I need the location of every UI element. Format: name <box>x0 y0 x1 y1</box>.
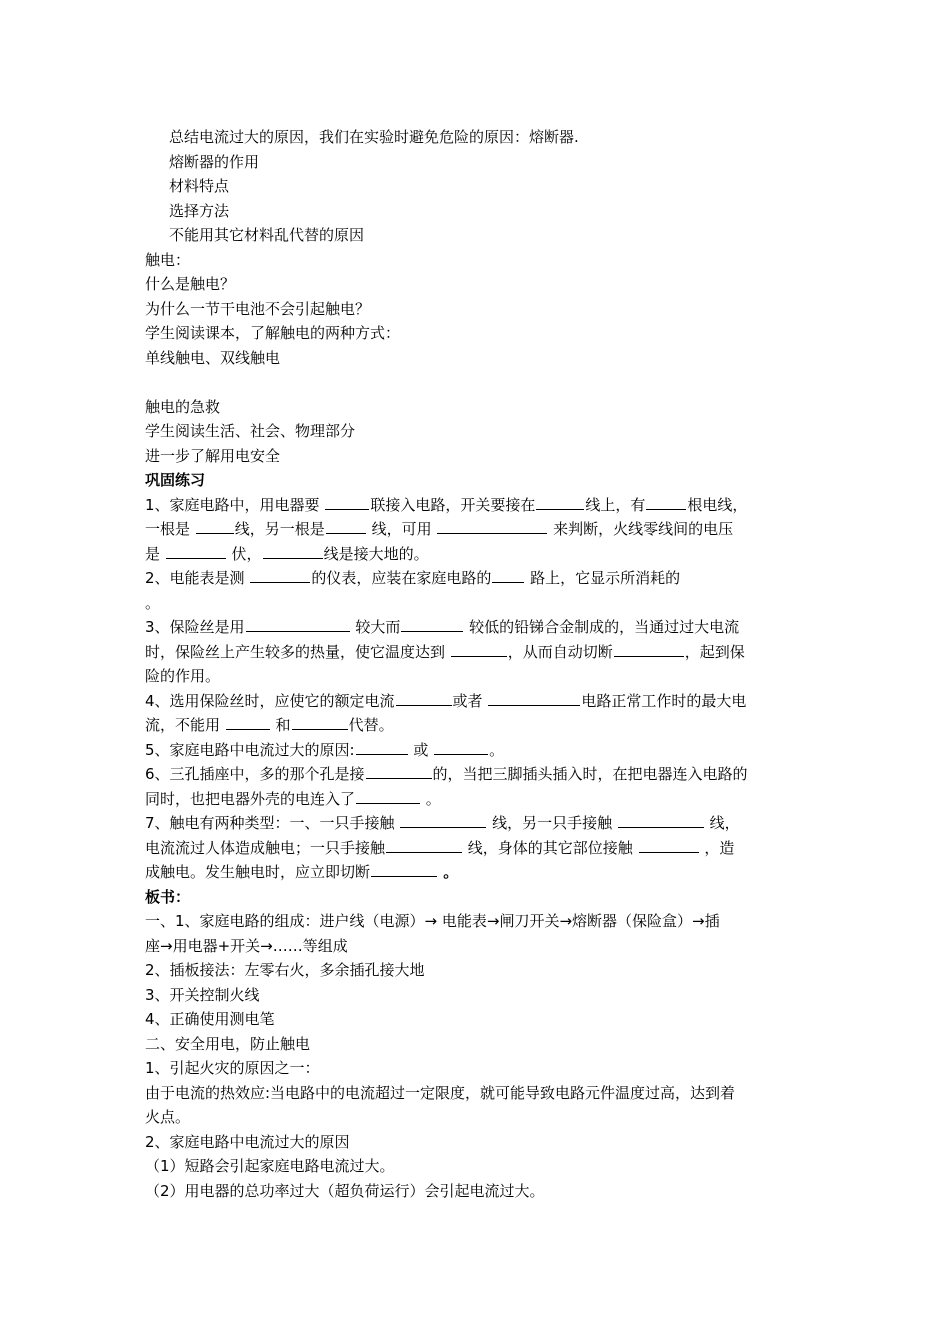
answer-blank[interactable] <box>356 788 420 804</box>
q6-line-1: 6、三孔插座中，多的那个孔是接 的，当把三脚插头插入时，在把电器连入电路的 <box>145 765 748 783</box>
shock-line-1: 触电： <box>145 250 191 269</box>
intro-line-3: 材料特点 <box>169 177 230 195</box>
answer-blank[interactable] <box>488 690 580 706</box>
answer-blank[interactable] <box>451 641 507 657</box>
exercise-heading: 巩固练习 <box>145 471 206 489</box>
board-line: 3、开关控制火线 <box>145 985 260 1004</box>
rescue-line-1: 触电的急救 <box>145 397 221 416</box>
document-page <box>145 125 810 1203</box>
answer-blank[interactable] <box>639 837 699 853</box>
answer-blank[interactable] <box>396 690 452 706</box>
answer-blank[interactable] <box>646 494 686 510</box>
board-line: 4、正确使用测电笔 <box>145 1010 275 1028</box>
q7-line-3: 成触电。发生触电时，应立即切断 。 <box>145 863 459 881</box>
q2-line-1: 2、电能表是测 的仪表，应装在家庭电路的 路上，它显示所消耗的 <box>145 569 681 587</box>
q1-line-2: 一根是 线，另一根是 线，可用 来判断，火线零线间的电压 <box>145 520 734 538</box>
q4-line-2: 流，不能用 和 代替。 <box>145 716 394 734</box>
board-line: 二、安全用电，防止触电 <box>145 1034 311 1053</box>
rescue-line-3: 进一步了解用电安全 <box>145 446 281 465</box>
shock-line-4: 学生阅读课本，了解触电的两种方式： <box>145 324 401 342</box>
rescue-line-2: 学生阅读生活、社会、物理部分 <box>145 422 356 440</box>
answer-blank[interactable] <box>371 861 437 877</box>
shock-line-2: 什么是触电？ <box>145 275 236 293</box>
answer-blank[interactable] <box>292 714 348 730</box>
shock-line-3: 为什么一节干电池不会引起触电？ <box>145 299 371 318</box>
answer-blank[interactable] <box>196 518 234 534</box>
intro-line-4: 选择方法 <box>169 201 230 220</box>
answer-blank[interactable] <box>437 518 547 534</box>
q1-line-3: 是 伏， 线是接大地的。 <box>145 544 429 563</box>
answer-blank[interactable] <box>226 714 270 730</box>
board-line: 座→用电器+开关→……等组成 <box>145 936 348 955</box>
q6-line-2: 同时，也把电器外壳的电连入了 。 <box>145 789 441 808</box>
q3-line-3: 险的作用。 <box>145 667 221 685</box>
answer-blank[interactable] <box>246 616 350 632</box>
board-line: 一、1、家庭电路的组成：进户线（电源）→ 电能表→闸刀开关→熔断器（保险盒）→插 <box>145 912 720 930</box>
answer-blank[interactable] <box>492 567 524 583</box>
q3-line-1: 3、保险丝是用 较大而 较低的铅锑合金制成的，当通过过大电流 <box>145 618 740 636</box>
answer-blank[interactable] <box>434 739 488 755</box>
spacer <box>145 370 810 395</box>
answer-blank[interactable] <box>400 812 486 828</box>
answer-blank[interactable] <box>366 763 432 779</box>
board-line: 1、引起火灾的原因之一： <box>145 1059 320 1077</box>
answer-blank[interactable] <box>614 641 684 657</box>
answer-blank[interactable] <box>263 543 323 559</box>
board-line: 2、家庭电路中电流过大的原因 <box>145 1132 350 1151</box>
answer-blank[interactable] <box>166 543 226 559</box>
answer-blank[interactable] <box>536 494 584 510</box>
q5-line-1: 5、家庭电路中电流过大的原因: 或 。 <box>145 740 505 759</box>
answer-blank[interactable] <box>386 837 462 853</box>
board-heading: 板书： <box>145 887 191 906</box>
q3-line-2: 时，保险丝上产生较多的热量，使它温度达到 ，从而自动切断 ，起到保 <box>145 642 745 661</box>
intro-line-2: 熔断器的作用 <box>169 152 260 171</box>
q4-line-1: 4、选用保险丝时，应使它的额定电流 或者 电路正常工作时的最大电 <box>145 691 747 710</box>
q7-line-1: 7、触电有两种类型：一、一只手接触 线，另一只手接触 线， <box>145 814 740 832</box>
q1-line-1: 1、家庭电路中，用电器要 联接入电路，开关要接在 线上，有 根电线， <box>145 495 748 514</box>
answer-blank[interactable] <box>250 567 310 583</box>
board-line: （2）用电器的总功率过大（超负荷运行）会引起电流过大。 <box>145 1181 545 1200</box>
answer-blank[interactable] <box>325 494 369 510</box>
board-line: 由于电流的热效应:当电路中的电流超过一定限度，就可能导致电路元件温度过高，达到着 <box>145 1083 736 1102</box>
answer-blank[interactable] <box>326 518 366 534</box>
intro-line-1: 总结电流过大的原因，我们在实验时避免危险的原因：熔断器. <box>169 128 579 146</box>
board-line: （1）短路会引起家庭电路电流过大。 <box>145 1157 395 1175</box>
q7-line-2: 电流流过人体造成触电；一只手接触 线，身体的其它部位接触 ，造 <box>145 838 735 857</box>
board-line: 火点。 <box>145 1108 191 1126</box>
intro-line-5: 不能用其它材料乱代替的原因 <box>169 226 365 244</box>
answer-blank[interactable] <box>618 812 704 828</box>
shock-line-5: 单线触电、双线触电 <box>145 348 281 367</box>
board-line: 2、插板接法：左零右火，多余插孔接大地 <box>145 961 425 979</box>
answer-blank[interactable] <box>356 739 408 755</box>
answer-blank[interactable] <box>401 616 463 632</box>
q2-line-2: 。 <box>145 593 161 612</box>
